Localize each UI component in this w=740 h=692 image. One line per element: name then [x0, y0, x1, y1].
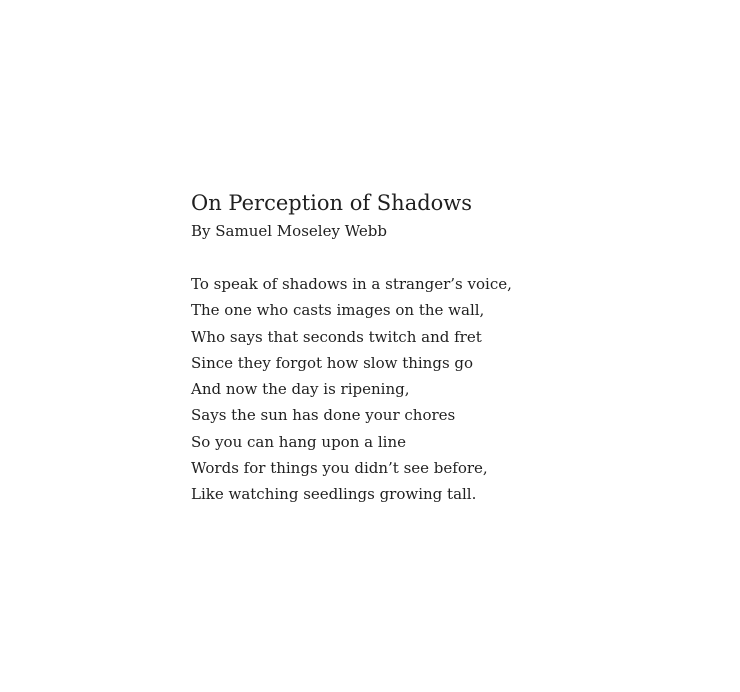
poem: [191, 188, 711, 508]
poem-line: Like watching seedlings growing tall.: [191, 485, 477, 504]
poem-line: Who says that seconds twitch and fret: [191, 327, 482, 346]
poem-author: By Samuel Moseley Webb: [191, 222, 387, 240]
poem-line: The one who casts images on the wall,: [191, 301, 485, 320]
poem-line: Since they forgot how slow things go: [191, 353, 474, 372]
poem-line: Says the sun has done your chores: [191, 406, 456, 425]
poem-line: So you can hang upon a line: [191, 432, 406, 451]
poem-line: Words for things you didn’t see before,: [191, 459, 488, 478]
poem-line: To speak of shadows in a stranger’s voice,: [191, 275, 512, 293]
poem-title: On Perception of Shadows: [191, 191, 473, 215]
poem-line: And now the day is ripening,: [191, 380, 410, 399]
poem-stanza: [191, 271, 711, 508]
